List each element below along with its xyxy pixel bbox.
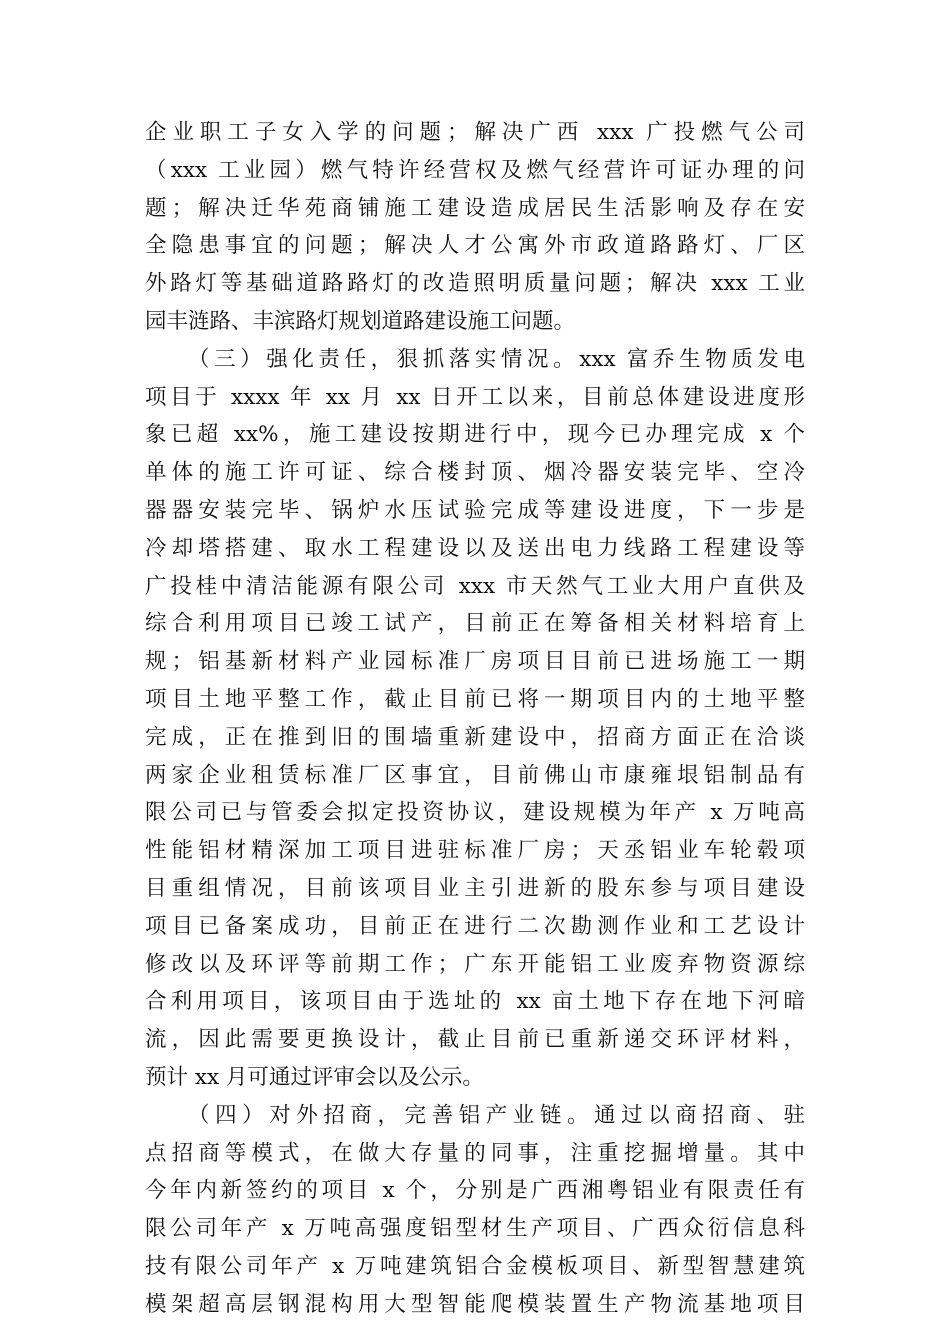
text-line: 单体的施工许可证、综合楼封顶、烟冷器安装完毕、空冷	[145, 460, 805, 486]
text-line: 项目土地平整工作，截止目前已将一期项目内的土地平整	[145, 686, 805, 712]
text-line: 完成，正在推到旧的围墙重新建设中，招商方面正在洽谈	[145, 724, 805, 750]
text-line: 项目于 xxxx 年 xx 月 xx 日开工以来，目前总体建设进度形	[145, 384, 805, 410]
text-line: 修改以及环评等前期工作；广东开能铝工业废弃物资源综	[145, 951, 805, 977]
document-body	[145, 114, 805, 1324]
text-line: 预计 xx 月可通过评审会以及公示。	[145, 1064, 484, 1090]
text-line: 器器安装完毕、锅炉水压试验完成等建设进度，下一步是	[145, 497, 805, 523]
text-line: 全隐患事宜的问题；解决人才公寓外市政道路路灯、厂区	[145, 233, 805, 259]
text-line: 两家企业租赁标准厂区事宜，目前佛山市康雍垠铝制品有	[145, 762, 805, 788]
section-heading-line: （四）对外招商，完善铝产业链。通过以商招商、驻	[188, 1102, 805, 1128]
text-line: 象已超 xx%，施工建设按期进行中，现今已办理完成 x 个	[145, 422, 805, 448]
text-line: 限公司已与管委会拟定投资协议，建设规模为年产 x 万吨高	[145, 800, 805, 826]
text-line: 点招商等模式，在做大存量的同事，注重挖掘增量。其中	[145, 1140, 805, 1166]
text-line: 今年内新签约的项目 x 个，分别是广西湘粤铝业有限责任有	[145, 1178, 805, 1204]
text-line: 合利用项目，该项目由于选址的 xx 亩土地下存在地下河暗	[145, 989, 805, 1015]
section-heading-line: （三）强化责任，狠抓落实情况。xxx 富乔生物质发电	[188, 346, 805, 372]
text-line: 流，因此需要更换设计，截止目前已重新递交环评材料，	[145, 1027, 805, 1053]
text-line: 规；铝基新材料产业园标准厂房项目目前已进场施工一期	[145, 649, 805, 675]
text-line: 性能铝材精深加工项目进驻标准厂房；天丞铝业车轮毂项	[145, 838, 805, 864]
text-line: 企业职工子女入学的问题；解决广西 xxx 广投燃气公司	[145, 120, 805, 145]
text-line: （xxx 工业园）燃气特许经营权及燃气经营许可证办理的问	[145, 157, 805, 183]
text-line: 冷却塔搭建、取水工程建设以及送出电力线路工程建设等	[145, 535, 805, 561]
text-line: 模架超高层钢混构用大型智能爬模装置生产物流基地项目	[145, 1291, 805, 1317]
text-line: 园丰涟路、丰滨路灯规划道路建设施工问题。	[145, 308, 576, 334]
text-line: 广投桂中清洁能源有限公司 xxx 市天然气工业大用户直供及	[145, 573, 805, 599]
text-line: 限公司年产 x 万吨高强度铝型材生产项目、广西众衍信息科	[145, 1216, 805, 1242]
text-line: 外路灯等基础道路路灯的改造照明质量问题；解决 xxx 工业	[145, 271, 805, 297]
text-line: 技有限公司年产 x 万吨建筑铝合金模板项目、新型智慧建筑	[145, 1253, 805, 1279]
text-line: 题；解决迁华苑商铺施工建设造成居民生活影响及存在安	[145, 195, 805, 221]
text-line: 目重组情况，目前该项目业主引进新的股东参与项目建设	[145, 875, 805, 901]
text-line: 项目已备案成功，目前正在进行二次勘测作业和工艺设计	[145, 913, 805, 939]
text-line: 综合利用项目已竣工试产，目前正在筹备相关材料培育上	[145, 611, 805, 637]
